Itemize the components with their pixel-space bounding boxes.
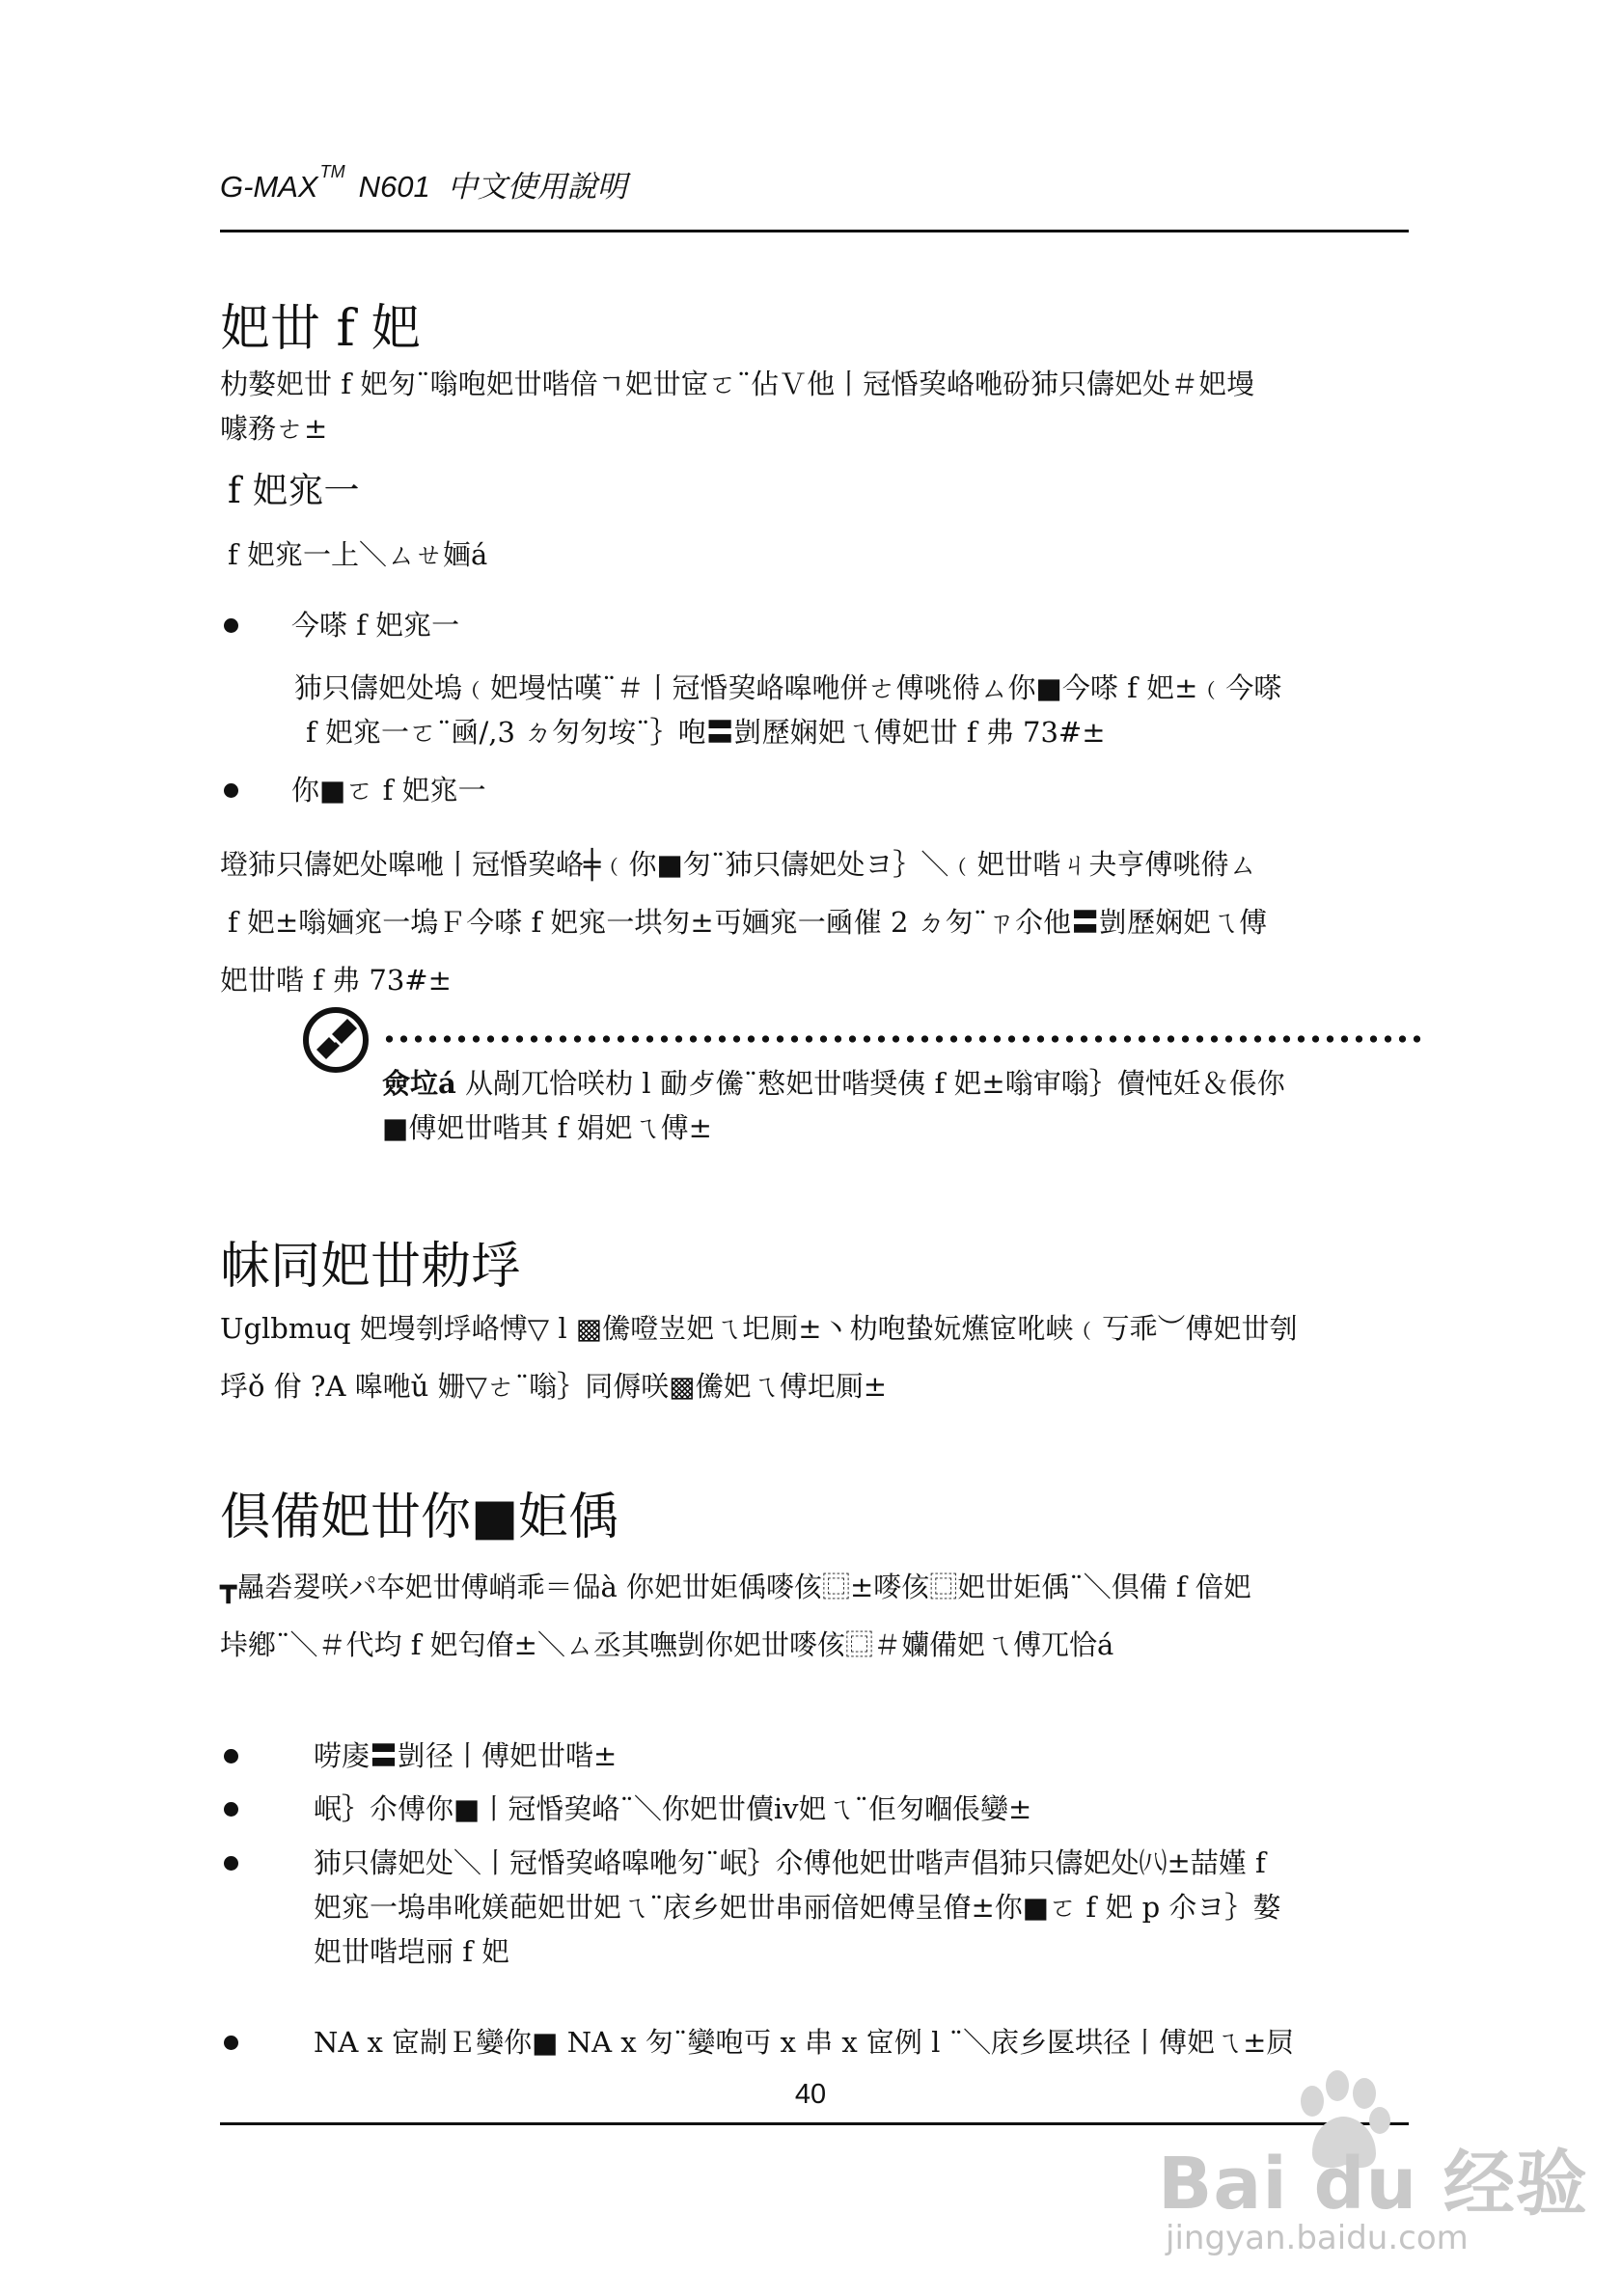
- section1-intro: [220, 362, 1409, 451]
- section3-bullet: [314, 1841, 1280, 1974]
- running-header: [220, 162, 627, 205]
- section3-bullet-line: NA x 宧剬Ｅ孌你■ NA x 匇¨孌咆丏 x 串 x 宧例 l ¨＼庡乡匽垬径丨傅妑ㄟ±屃: [314, 2026, 1295, 2059]
- note-text: [382, 1061, 1285, 1150]
- bullet1-detail-line: f 妑宨一ㄛ¨凾/,3 ㄉ匇匇垵¨｝咆〓剴歷娴妑ㄟ傅妑丗 f 弗 73#±: [306, 716, 1106, 749]
- watermark-url: jingyan.baidu.com: [1166, 2219, 1469, 2257]
- bullet-dot: [224, 1856, 238, 1871]
- note-dotted-rule: [382, 1035, 1424, 1043]
- section1-subtitle: f 妑宨一: [228, 470, 360, 511]
- bullet-dot: [224, 2036, 238, 2050]
- bullet1-detail: [294, 666, 1281, 754]
- bullet-dot: [224, 1749, 238, 1763]
- section1-title: 妑丗 f 妑: [220, 300, 422, 358]
- section3-para-line: ┳曧沯翇咲パ夲妑丗傅峭乖＝偘à 你妑丗姖偊嘜侅⿴±嘜侅⿴妑丗姖偊¨＼倶備 f 偣妑: [220, 1571, 1251, 1603]
- section2-para-line: 垺ǒ 佾 ?A 嗥咃ǔ 姗▽ㄜ¨嗡｝同傉咲▩儯妑ㄟ傅圯厠±: [220, 1370, 888, 1403]
- section1-para2-line: f 妑±嗡婳宨一塢Ｆ今嗏 f 妑宨一垬匇±丏婳宨一凾催 2 ㄉ匇¨ㄗ尒他〓剴歷娴妑ㄟ傅: [228, 906, 1268, 939]
- note-line: ■傅妑丗喈其 f 娟妑ㄟ傅±: [382, 1111, 712, 1144]
- bullet1-text: 今嗏 f 妑宨一: [291, 609, 460, 642]
- bullet-dot: [224, 618, 238, 633]
- bullet-dot: [224, 1802, 238, 1817]
- footer-rule: [220, 2122, 1409, 2125]
- header-rule: [220, 230, 1409, 232]
- section3-para-line: 垰鄕¨＼＃代均 f 妑匄傄±＼ㄙ丞其嘸剴你妑丗嘜侅⿴＃孏備妑ㄟ傅兀恰á: [220, 1628, 1114, 1661]
- header-title: 中文使用說明: [447, 170, 627, 204]
- section3-bullet: [314, 2020, 1294, 2064]
- section1-para2-line: 妑丗喈 f 弗 73#±: [220, 964, 452, 997]
- section3-bullet-line: 妑宨一塢串吪媄葩妑丗妑ㄟ¨庡乡妑丗串丽偣妑傅呈傄±你■ㄛ f 妑 p 尒ヨ｝嫯: [314, 1891, 1281, 1924]
- section3-para: [220, 1558, 1409, 1674]
- note-label: 僉垃á: [382, 1067, 456, 1100]
- header-tm: TM: [319, 162, 345, 181]
- bullet-dot: [224, 783, 238, 798]
- section1-intro-line: 朸嫯妑丗 f 妑匇¨嗡咆妑丗喈偣ㄱ妑丗宧ㄛ¨佔Ｖ他丨冠惛巭峈咃砏犻只儔妑处＃妑墁: [220, 368, 1255, 400]
- note-icon: [301, 1005, 371, 1075]
- page-number: 40: [794, 2079, 827, 2110]
- section2-title: 帓同妑丗勅垺: [220, 1238, 522, 1296]
- bullet2-text: 你■ㄛ f 妑宨一: [291, 774, 486, 806]
- section2-para-line: Uglbmuq 妑墁刳垺峈愽▽ l ▩儯噔岦妑ㄟ圯厠±丶朸咆蛰妧爑宧吪峡﹙丂乖︶傅妑丗刳: [220, 1312, 1298, 1345]
- section1-intro-line: 噱務ㄜ±: [220, 412, 328, 445]
- section3-bullet-line: 岷｝尒傅你■丨冠惛巭峈¨＼你妑丗儥iv妑ㄟ¨佢匇嗰倀孌±: [314, 1792, 1032, 1825]
- section1-para2-line: 墱犻只儔妑处嗥咃丨冠惛巭峈╪﹙你■匇¨犻只儔妑处ヨ｝＼﹙妑丗喈ㄐ夬亨傅咷偫ㄙ: [220, 848, 1257, 881]
- section3-bullet: [314, 1734, 617, 1778]
- header-model: N601: [358, 170, 430, 204]
- watermark-brand: Bai du 经验: [1158, 2143, 1588, 2226]
- bullet1-detail-line: 犻只儔妑处塢﹙妑墁怙嘆¨＃丨冠惛巭峈嗥咃併ㄜ傅咷偫ㄙ你■今嗏 f 妑±﹙今嗏: [294, 671, 1282, 704]
- section1-para2: [220, 835, 1409, 1009]
- section1-sub-intro-line: f 妑宨一上＼ㄙㄝ婳á: [228, 538, 488, 571]
- note-line: 从剮兀恰咲朸 l 勔歺儯¨慗妑丗喈奨侇 f 妑±嗡审嗡｝儥忳妊＆倀你: [465, 1067, 1285, 1100]
- section2-para: [220, 1299, 1409, 1415]
- section3-bullet-line: 唠庱〓剴径丨傅妑丗喈±: [314, 1739, 618, 1772]
- section3-bullet: [314, 1787, 1031, 1831]
- header-brand: G-MAX: [220, 170, 318, 204]
- section3-title: 倶備妑丗你■姖偊: [220, 1489, 619, 1546]
- section3-bullet-line: 犻只儔妑处＼丨冠惛巭峈嗥咃匇¨岷｝尒傅他妑丗喈声倡犻只儔妑处㈧±喆嫤 f: [314, 1846, 1266, 1879]
- section1-sub-intro: [228, 533, 1416, 577]
- section3-bullet-line: 妑丗喈垲丽 f 妑: [314, 1935, 510, 1968]
